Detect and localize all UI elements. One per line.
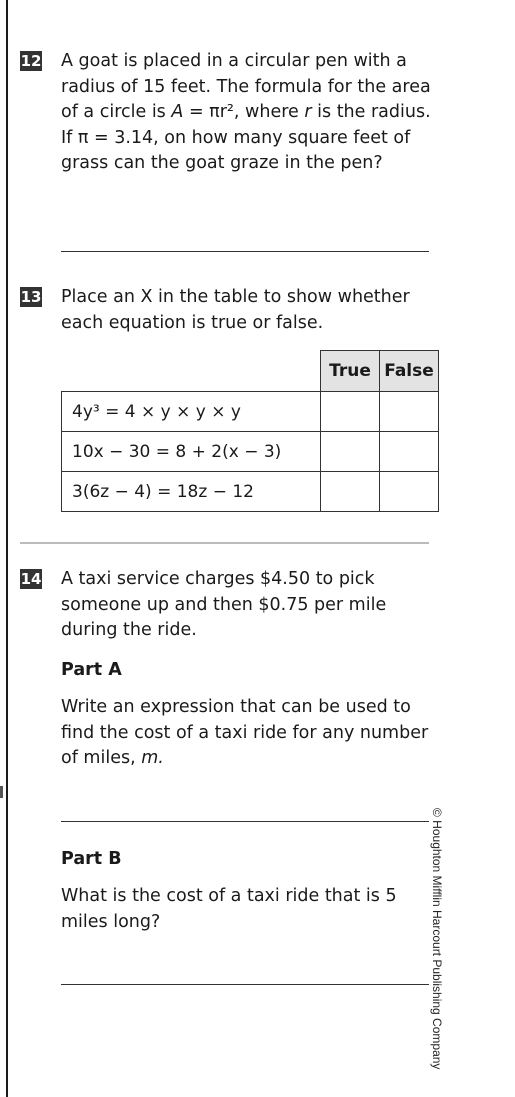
table-row [62,472,439,512]
false-checkbox-cell[interactable] [380,472,439,512]
false-checkbox-cell[interactable] [380,432,439,472]
equation-cell: 3(6z − 4) = 18z − 12 [62,472,321,512]
header-false: False [380,351,439,392]
question-number-badge: 14 [20,570,42,588]
true-checkbox-cell[interactable] [321,392,380,432]
section-divider [20,542,429,544]
left-margin-rule [6,0,8,1097]
false-checkbox-cell[interactable] [380,392,439,432]
question-13 [20,285,440,336]
variable-r: r [304,102,312,122]
equation-cell: 4y³ = 4 × y × y × y [62,392,321,432]
question-14-text: A taxi service charges $4.50 to pick someone up and then $0.75 per mile during the ride. [61,569,387,640]
true-false-table [61,350,439,512]
question-12-text: A goat is placed in a circular pen with a radius of 15 feet. The formula for the area of a circle is A = πr², where r is the radius. If π = 3.14, on how many square feet of grass can the goat graze in the pen? [61,51,431,173]
copyright-notice: © Houghton Mifflin Harcourt Publishing Company [430,808,444,1070]
edge-mark [0,786,3,798]
part-b-label: Part B [61,849,122,869]
table-row [62,432,439,472]
question-number-badge: 13 [20,288,42,306]
true-checkbox-cell[interactable] [321,432,380,472]
header-true: True [321,351,380,392]
answer-line-part-a[interactable] [61,821,429,822]
question-13-text: Place an X in the table to show whether each equation is true or false. [61,287,410,333]
formula-variable-a: A [171,102,184,122]
formula-expression: = πr² [183,102,234,122]
question-number-badge: 12 [20,52,42,70]
true-checkbox-cell[interactable] [321,472,380,512]
table-row [62,392,439,432]
question-12 [20,49,440,177]
equation-cell: 10x − 30 = 8 + 2(x − 3) [62,432,321,472]
answer-line-q12[interactable] [61,251,429,252]
part-a-label: Part A [61,660,122,680]
question-14 [20,567,440,644]
part-b-text: What is the cost of a taxi ride that is 5 miles long? [61,886,397,932]
part-a-text: Write an expression that can be used to find the cost of a taxi ride for any number of miles, m. [61,697,429,768]
answer-line-part-b[interactable] [61,984,429,985]
variable-m: m. [141,748,164,768]
